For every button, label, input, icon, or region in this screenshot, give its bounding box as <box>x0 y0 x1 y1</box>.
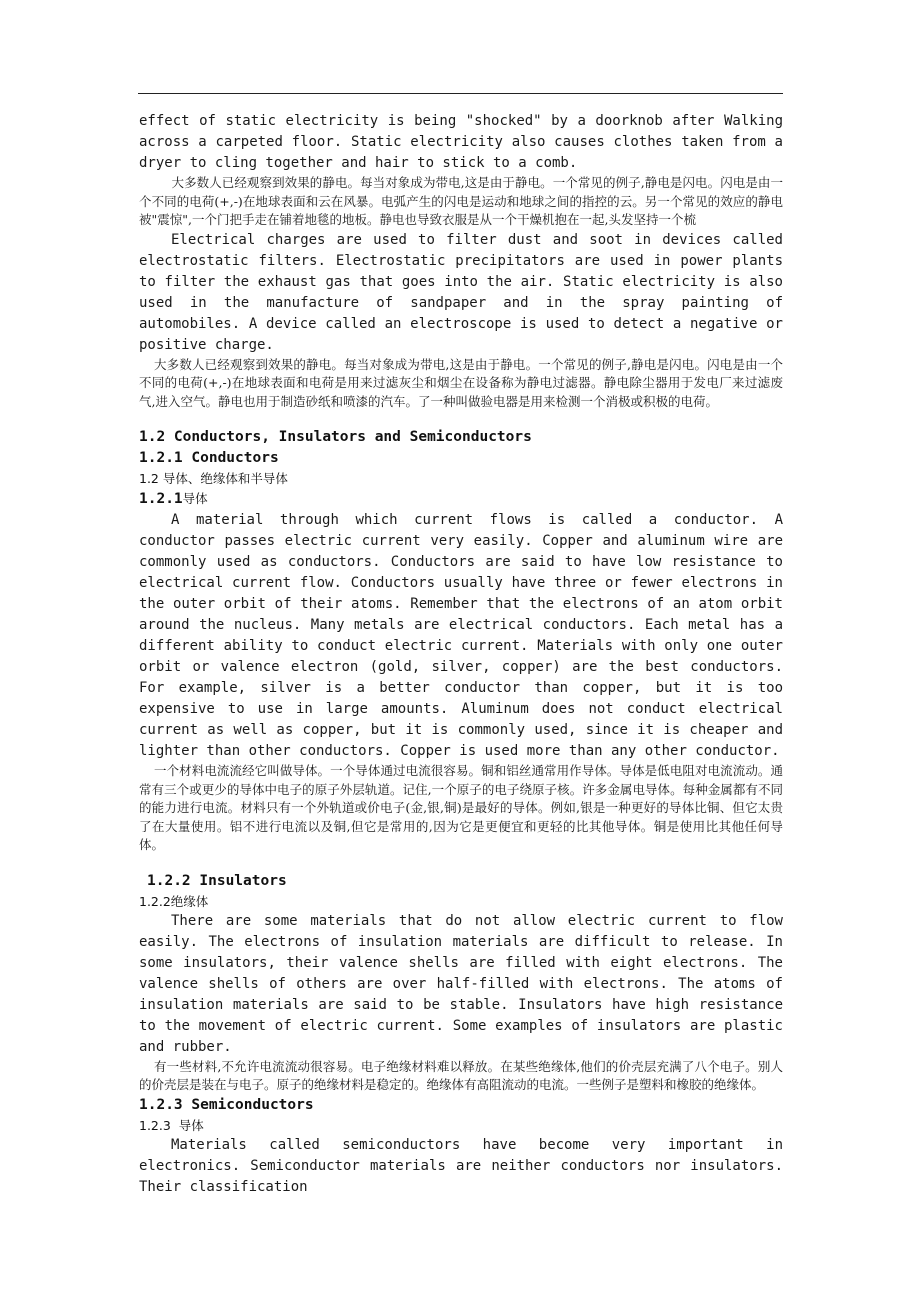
section-1-2-3-heading: 1.2.3 Semiconductors <box>139 1096 314 1113</box>
page-content <box>139 111 783 1198</box>
conductors-chinese-paragraph: 一个材料电流流经它叫做导体。一个导体通过电流很容易。铜和铝丝通常用作导体。导体是低电阻对电流流动。通常有三个或更少的导体中电子的原子外层轨道。记住,一个原子的电子绕原子核。许多金属电导体。每种金属都有不同的能力进行电流。材料只有一个外轨道或价电子(金,银,铜)是最好的导体。例如,银是一种更好的导体比铜、但它太贵了在大量使用。铝不进行电流以及铜,但它是常用的,因为它是更便宜和更轻的比其他导体。铜是使用比其他任何导体。 <box>139 763 783 852</box>
intro-english-continuation: effect of static electricity is being "shocked" by a doorknob after Walking across a carpeted floor. Static electricity also causes clothes taken from a dryer to cling together and hair to stick to a comb. <box>139 113 783 171</box>
section-1-2-3-heading-chinese: 1.2.3 导体 <box>139 1117 204 1133</box>
section-1-2-1-heading: 1.2.1 Conductors <box>139 450 279 466</box>
header-rule <box>138 93 783 94</box>
section-1-2-heading: 1.2 Conductors, Insulators and Semiconductors <box>139 429 532 445</box>
section-1-2-1-heading-chinese <box>139 488 783 510</box>
intro-chinese-paragraph-2: 大多数人已经观察到效果的静电。每当对象成为带电,这是由于静电。一个常见的例子,静电是闪电。闪电是由一个不同的电荷(+,-)在地球表面和电荷是用来过滤灰尘和烟尘在设备称为静电过滤器。静电除尘器用于发电厂来过滤废气,进入空气。静电也用于制造砂纸和喷漆的汽车。了一种叫做验电器是用来检测一个消极或积极的电荷。 <box>139 356 783 409</box>
section-1-2-1-number: 1.2.1 <box>139 491 183 507</box>
semiconductors-english-paragraph: Materials called semiconductors have become very important in electronics. Semiconductor materials are neither conductors nor insulators. Their classification <box>139 1136 783 1195</box>
insulators-english-paragraph: There are some materials that do not allow electric current to flow easily. The electrons of insulation materials are difficult to release. In some insulators, their valence shells are filled with eight electrons. The valence shells of others are over half-filled with electrons. The atoms of insulation materials are said to be stable. Insulators have high resistance to the movement of electric current. Some examples of insulators are plastic and rubber. <box>139 912 783 1055</box>
section-1-2-2-heading: 1.2.2 Insulators <box>147 872 287 889</box>
section-1-2-1-title-chinese: 导体 <box>182 491 208 506</box>
intro-english-paragraph-2: Electrical charges are used to filter dust and soot in devices called electrostatic filters. Electrostatic precipitators are used in power plants to filter the exhaust gas that goes into the air. Static electricity is also used in the manufacture of sandpaper and in the spray painting of automobiles. A device called an electroscope is used to detect a negative or positive charge. <box>139 231 783 353</box>
section-1-2-heading-chinese: 1.2 导体、绝缘体和半导体 <box>139 471 288 486</box>
conductors-english-paragraph: A material through which current flows is called a conductor. A conductor passes electric current very easily. Copper and aluminum wire are commonly used as conductors. Conductors are said to have low resistance to electrical current flow. Conductors usually have three or fewer electrons in the outer orbit of their atoms. Remember that the electrons of an atom orbit around the nucleus. Many metals are electrical conductors. Each metal has a different ability to conduct electric current. Materials with only one outer orbit or valence electron (gold, silver, copper) are the best conductors. For example, silver is a better conductor than copper, but it is too expensive to use in large amounts. Aluminum does not conduct electrical current as well as copper, but it is commonly used, since it is cheaper and lighter than other conductors. Copper is used more than any other conductor. <box>139 512 783 759</box>
insulators-chinese-paragraph: 有一些材料,不允许电流流动很容易。电子绝缘材料难以释放。在某些绝缘体,他们的价壳层充满了八个电子。别人的价壳层是装在与电子。原子的绝缘材料是稳定的。绝缘体有高阻流动的电流。一些例子是塑料和橡胶的绝缘体。 <box>139 1058 783 1092</box>
section-1-2-2-heading-chinese: 1.2.2绝缘体 <box>139 893 209 909</box>
intro-chinese-paragraph-1: 大多数人已经观察到效果的静电。每当对象成为带电,这是由于静电。一个常见的例子,静电是闪电。闪电是由一个不同的电荷(+,-)在地球表面和云在风暴。电弧产生的闪电是运动和地球之间的指控的云。另一个常见的效应的静电被"震惊",一个门把手走在铺着地毯的地板。静电也导致衣服是从一个干燥机抱在一起,头发坚持一个梳 <box>139 175 783 227</box>
